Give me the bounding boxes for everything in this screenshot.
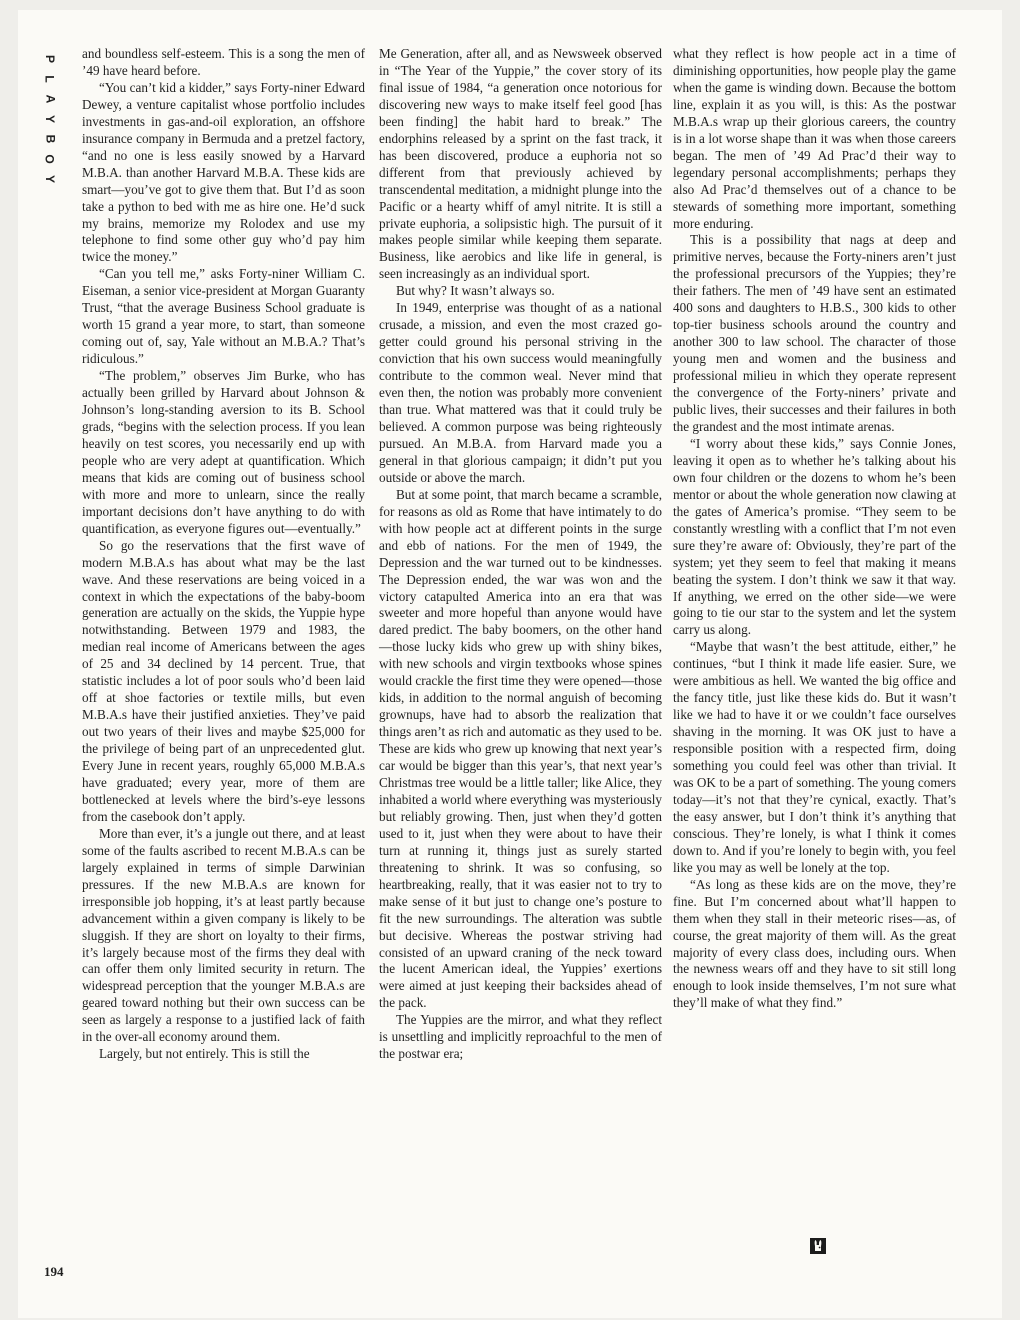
paragraph: In 1949, enterprise was thought of as a national crusade, a mission, and even the most crazed go-getter could ground his personal striving in the conviction that his own success would meaningfully contribute to the common weal. Never mind that even then, the notion was probably more convenient than true. What mattered was that it could truly be believed. A common purpose was being righteously pursued. An M.B.A. from Harvard made you a general in that glorious campaign; it didn’t put you outside or above the march.	[379, 300, 662, 485]
bunny-end-mark-icon	[810, 1238, 826, 1254]
running-head	[40, 50, 60, 188]
running-head-letter: B	[42, 134, 57, 144]
text-column-3	[673, 46, 956, 1012]
running-head-letter: A	[42, 94, 57, 104]
paragraph: The Yuppies are the mirror, and what they reflect is unsettling and implicitly reproachful to the men of the postwar era;	[379, 1012, 662, 1062]
page-number: 194	[44, 1264, 64, 1279]
paragraph: Largely, but not entirely. This is still the	[99, 1046, 310, 1062]
running-head-letter: O	[43, 154, 57, 164]
paragraph: “Maybe that wasn’t the best attitude, either,” he continues, “but I think it made life easier. Sure, we were ambitious as hell. We wanted the big office and the fancy title, just like these kids do. But it wasn’t like we had to have it or we couldn’t face ourselves shaving in the morning. It was OK just to have a responsible position with a respected firm, doing something you could feel was other than trivial. It was OK to be a part of something. The young comers today—it’s not that they’re cynical, exactly. That’s the easy answer, but I don’t think it’s anything that conscious. They’re lonely, is what I think it comes down to. And if you’re lonely to begin with, you feel like you may as well be lonely at the top.	[673, 639, 956, 875]
text-column-1	[82, 46, 365, 1063]
paragraph: “As long as these kids are on the move, they’re fine. But I’m concerned about what’ll happen to them when they stall in their meteoric rises—as, of course, the great majority of them will. As the great majority of every class does, including ours. When the newness wears off and they have to sit still long enough to look inside themselves, I’m not sure what they’ll make of what they find.”	[673, 876, 956, 1011]
paragraph: More than ever, it’s a jungle out there, and at least some of the faults ascribed to recent M.B.A.s can be largely explained in terms of simple Darwinian pressures. If the new M.B.A.s are known for irresponsible job hopping, it’s at least partly because advancement within a given company is likely to be sluggish. If they are short on loyalty to their firms, it’s largely because most of the firms they deal with can offer them only limited security in return. The widespread perception that the younger M.B.A.s are geared toward nothing but their own success can be seen as largely a response to a justified lack of faith in the over-all economy around them.	[82, 825, 365, 1045]
magazine-page	[18, 10, 1002, 1318]
paragraph: and boundless self-esteem. This is a song the men of ’49 have heard before.	[82, 46, 365, 78]
paragraph: But why? It wasn’t always so.	[396, 283, 555, 299]
paragraph: “Can you tell me,” asks Forty-niner William C. Eiseman, a senior vice-president at Morgan Guaranty Trust, “that the average Business School graduate is worth 15 grand a year more, to start, than someone coming out of, say, Yale without an M.B.A.? That’s ridiculous.”	[82, 266, 365, 367]
paragraph: But at some point, that march became a scramble, for reasons as old as Rome that have intimately to do with how people act at different points in the surge and ebb of nations. For the men of 1949, the Depression and the war turned out to be kindnesses. The Depression ended, the war was won and the victory catapulted America into an era that was sweeter and more hopeful than anyone would have dared predict. The baby boomers, on the other hand—those lucky kids who grew up with shiny bikes, with new schools and virgin textbooks whose spines would crackle the first time they were opened—those kids, in addition to the normal anguish of becoming grownups, have had to absorb the realization that things aren’t as rich and automatic as they used to be. These are kids who grew up knowing that next year’s car would be bigger than this year’s, that next year’s Christmas tree would be a little taller; like Alice, they inhabited a world where everything was mysteriously but reliably growing. Then, just when they’d gotten used to it, just when they were about to have their turn at running it, things just as surely started threatening to shrink. It was so confusing, so heartbreaking, really, that it was easier not to try to make sense of it but just to change one’s posture to fit the new surroundings. The alteration was subtle but decisive. Whereas the postwar striving had consisted of an upward craning of the neck toward the lucent American ideal, the Yuppies’ exertions were aimed at just keeping their backsides ahead of the pack.	[379, 486, 662, 1011]
paragraph: Me Generation, after all, and as Newsweek observed in “The Year of the Yuppie,” the cover story of its final issue of 1984, “a generation once notorious for discovering new ways to make itself feel good [has been finding] the habit hard to break.” The endorphins released by a sprint on the fast track, it has been discovered, produce a euphoria not so different from that previously achieved by transcendental meditation, a midnight plunge into the Pacific or a hearty whiff of amyl nitrite. It is still a private euphoria, a solipsistic high. The pursuit of it makes people similar while keeping them separate. Business, like aerobics and like life in general, is seen increasingly as an individual sport.	[379, 46, 662, 282]
running-head-letter: L	[43, 75, 57, 83]
text-column-2	[379, 46, 662, 1063]
paragraph: “I worry about these kids,” says Connie Jones, leaving it open as to whether he’s talking about his own four children or the dozens to whom he’s been mentor or about the whole generation now clawing at the gates of America’s promise. “They seem to be constantly wrestling with a conflict that I’m not even sure they’re aware of: Obviously, they’re part of the system; yet they seem to feel that making it means beating the system. I don’t think we saw it that way. If anything, we erred on the other side—we were going to tie our star to the system and let the system carry us along.	[673, 435, 956, 638]
running-head-letter: Y	[42, 174, 57, 184]
running-head-letter: Y	[42, 114, 57, 124]
paragraph: So go the reservations that the first wave of modern M.B.A.s has about what may be the last wave. And these reservations are being voiced in a context in which the expectations of the baby-boom generation are actually on the skids, the Yuppie hype notwithstanding. Between 1979 and 1983, the median real income of Americans between the ages of 25 and 34 declined by 14 percent. True, that statistic includes a lot of poor souls who’d been laid off at shoe factories or textile mills, but even M.B.A.s have their justified anxieties. They’ve paid out two years of their lives and maybe $25,000 for the privilege of being part of an unprecedented glut. Every June in recent years, roughly 65,000 M.B.A.s have graduated; every year, more of them are bottlenecked at levels where the bird’s-eye lessons from the casebook don’t apply.	[82, 537, 365, 824]
running-head-letter: P	[42, 54, 57, 64]
paragraph: what they reflect is how people act in a time of diminishing opportunities, how people play the game when the game is winding down. Because the bottom line, explain it as you will, is this: As the postwar M.B.A.s wrap up their glorious careers, the country is in a lot worse shape than it was when those careers began. The men of ’49 Ad Prac’d their way to legendary personal accomplishments; perhaps they also Ad Prac’d themselves out of a chance to be stewards of something more important, something more enduring.	[673, 46, 956, 231]
paragraph: This is a possibility that nags at deep and primitive nerves, because the Forty-niners aren’t just the professional precursors of the Yuppies; they’re their fathers. The men of ’49 have sent an estimated 400 sons and daughters to H.B.S., 300 kids to other top-tier business schools around the country and another 300 to law school. The character of those young men and women and the business and professional milieu in which they operate represent the convergence of the Forty-niners’ private and public lives, their successes and their failures in both the grandest and the most intimate arenas.	[673, 232, 956, 434]
paragraph: “The problem,” observes Jim Burke, who has actually been grilled by Harvard about Johnson & Johnson’s long-standing aversion to its B. School grads, “begins with the selection process. If you lean heavily on test scores, you necessarily end up with people who are very adept at quantification. Which means that kids are coming out of business school with more and more to unlearn, since the really important decisions don’t have anything to do with quantification, as everyone figures out—eventually.”	[82, 368, 365, 536]
paragraph: “You can’t kid a kidder,” says Forty-niner Edward Dewey, a venture capitalist whose portfolio includes investments in gas-and-oil exploration, an offshore insurance company in Bermuda and a pretzel factory, “and no one is less easily snowed by a Harvard M.B.A. than another Harvard M.B.A. These kids are smart—you’ve got to give them that. But I’d as soon take a python to bed with me as hire one. He’d suck my brains, memorize my Rolodex and use my telephone to find some other guy who’d pay him twice the money.”	[82, 79, 365, 265]
